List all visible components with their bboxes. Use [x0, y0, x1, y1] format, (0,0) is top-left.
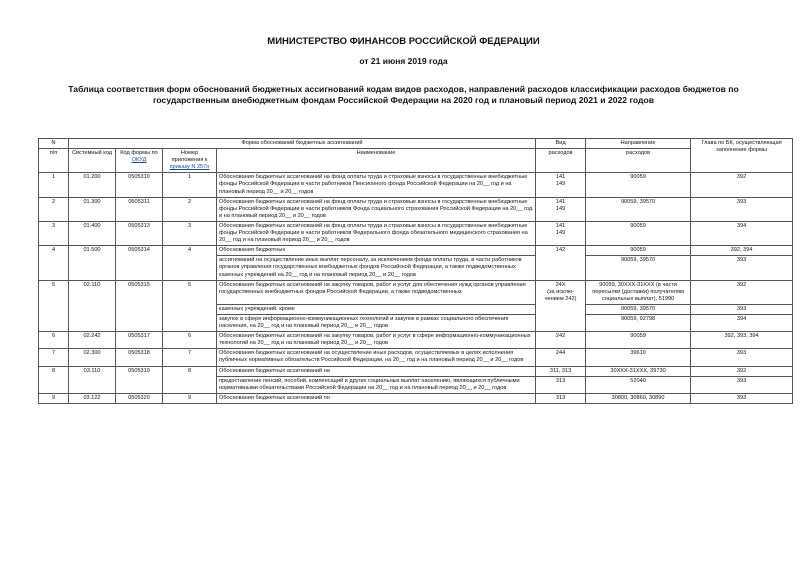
header-dir-sub: расходов — [586, 149, 691, 173]
okud-code-cell: 0505318 — [116, 349, 163, 366]
budget-chapter-cell: 394 — [691, 314, 793, 331]
appendix-number-cell: 1 — [163, 173, 217, 197]
row-number: 9 — [39, 393, 69, 403]
row-number: 3 — [39, 221, 69, 245]
system-code-cell: 01.200 — [69, 173, 116, 197]
budget-chapter-cell: 393 — [691, 256, 793, 280]
header-vid: Вид — [536, 139, 586, 149]
expense-type-cell: 244 — [536, 349, 586, 366]
appendix-number-cell: 6 — [163, 332, 217, 349]
system-code-cell: 01.500 — [69, 246, 116, 280]
ministry-heading: МИНИСТЕРСТВО ФИНАНСОВ РОССИЙСКОЙ ФЕДЕРАЦИИ — [267, 36, 540, 47]
table-row — [39, 246, 793, 256]
form-name-cell: ассигнований на осуществление иных выплат персоналу, за исключением фонда оплаты труда, в части работников органов управления государственных внебюджетных фондов Российской Федерации, а также подведомственных казенных учреждений на 20__ год и на плановый период 20__ и 20__ годов — [217, 256, 536, 280]
appendix-number-cell: 2 — [163, 197, 217, 221]
system-code-cell: 02.242 — [69, 332, 116, 349]
system-code-cell: 03.122 — [69, 393, 116, 403]
expense-type-cell: 141 149 — [536, 173, 586, 197]
okud-code-cell: 0505313 — [116, 221, 163, 245]
expense-type-cell: 242 — [536, 332, 586, 349]
form-name-cell: Обоснования бюджетных ассигнований по — [217, 393, 536, 403]
budget-chapter-cell: 392 — [691, 366, 793, 376]
appendix-number-cell: 3 — [163, 221, 217, 245]
table-row — [39, 280, 793, 304]
header-num-sub: п/п — [39, 149, 69, 173]
okud-code-cell: 0505315 — [116, 280, 163, 332]
appendix-number-cell: 8 — [163, 366, 217, 393]
header-app-num: Номер приложения к приказу N 257н — [163, 149, 217, 173]
system-code-cell: 01.400 — [69, 221, 116, 245]
okud-code-cell: 0505319 — [116, 366, 163, 393]
okud-code-cell: 0505320 — [116, 393, 163, 403]
header-dir: Направление — [586, 139, 691, 149]
budget-chapter-cell: 392, 393, 394 — [691, 332, 793, 349]
okud-code-cell: 0505314 — [116, 246, 163, 280]
expense-type-cell: 311, 313 — [536, 366, 586, 376]
appendix-number-cell: 9 — [163, 393, 217, 403]
row-number: 5 — [39, 280, 69, 332]
document-title: Таблица соответствия форм обоснований бюджетных ассигнований кодам видов расходов, направлений расходов классификации расходов бюджетов по государственным внебюджетным фондам Российской Федерации на 2020 год и плановый период 2021 и 2022 годов — [68, 84, 739, 105]
expense-direction-cell: 90059 — [586, 173, 691, 197]
budget-chapter-cell: 393 — [691, 393, 793, 403]
appendix-number-cell: 4 — [163, 246, 217, 280]
expense-type-cell: 142 — [536, 246, 586, 280]
table-row — [39, 349, 793, 366]
okud-code-cell: 0505311 — [116, 197, 163, 221]
form-name-cell: Обоснования бюджетных ассигнований на — [217, 366, 536, 376]
expense-direction-cell: 90059, 39570 — [586, 256, 691, 280]
form-name-cell: Обоснования бюджетных ассигнований на осуществление иных расходов, осуществляемых в целях исполнения публичных нормативных обязательств Российской Федерации, на 20__ год и на плановый период 20__ и 20__ годов — [217, 349, 536, 366]
header-system-code: Системный код — [69, 149, 116, 173]
system-code-cell: 01.300 — [69, 197, 116, 221]
system-code-cell: 02.300 — [69, 349, 116, 366]
budget-chapter-cell: 393 — [691, 197, 793, 221]
table-row — [39, 197, 793, 221]
budget-chapter-cell: 394 — [691, 221, 793, 245]
expense-direction-cell: 90059, 92798 — [586, 314, 691, 331]
expense-direction-cell: 52040 — [586, 376, 691, 393]
expense-direction-cell: 90059, 30ХХХ-31ХХХ (в части пересылки (доставки) получателям социальных выплат), 51990 — [586, 280, 691, 304]
expense-direction-cell: 90059, 39570 — [586, 197, 691, 221]
expense-type-cell: 313 — [536, 393, 586, 403]
okud-code-cell: 0505310 — [116, 173, 163, 197]
expense-direction-cell: 30800, 30860, 30890 — [586, 393, 691, 403]
form-name-cell: предоставление пенсий, пособий, компенсаций и других социальных выплат населению, являющихся публичными нормативными обязательствами Российской Федерации на 20__ год и на плановый период 20__ и 20__ годов — [217, 376, 536, 393]
okud-link[interactable]: ОКУД — [131, 157, 147, 164]
budget-chapter-cell: 393 — [691, 349, 793, 366]
form-name-cell: Обоснования бюджетных — [217, 246, 536, 256]
expense-type-cell: 141 149 — [536, 197, 586, 221]
table-row — [39, 366, 793, 376]
expense-direction-cell: 90059 — [586, 221, 691, 245]
form-name-cell: Обоснования бюджетных ассигнований на закупку товаров, работ и услуг в сфере информационно-коммуникационных технологий на 20__ год и на плановый период 20__ и 20__ годов — [217, 332, 536, 349]
row-number: 2 — [39, 197, 69, 221]
budget-chapter-cell: 392 — [691, 280, 793, 304]
form-name-cell: закупок в сфере информационно-коммуникационных технологий и закупок в рамках социального обеспечения населения, на 20__ год и на плановый период 20__ и 20__ годов — [217, 314, 536, 331]
document-date: от 21 июня 2019 года — [359, 56, 448, 66]
expense-direction-cell: 39610 — [586, 349, 691, 366]
header-vid-sub: расходов — [536, 149, 586, 173]
row-number: 4 — [39, 246, 69, 280]
table-row — [39, 173, 793, 197]
form-name-cell: Обоснования бюджетных ассигнований на фонд оплаты труда и страховые взносы в государственные внебюджетные фонды Российской Федерации в части работников Фонда социального страхования Российской Федерации на 20__ год и на плановый период 20__ и 20__ годов — [217, 197, 536, 221]
budget-chapter-cell: 392 — [691, 173, 793, 197]
row-number: 6 — [39, 332, 69, 349]
header-glava: Глава по БК, осуществляющая заполнение формы — [691, 139, 793, 173]
table-row — [39, 332, 793, 349]
order-257n-link[interactable]: приказу N 257н — [169, 164, 210, 171]
expense-type-cell: 24Х (за исклю- чением 242) — [536, 280, 586, 332]
table-row — [39, 221, 793, 245]
expense-direction-cell: 90059 — [586, 246, 691, 256]
expense-type-cell: 313 — [536, 376, 586, 393]
budget-chapter-cell: 393 — [691, 304, 793, 314]
expense-direction-cell: 90059 — [586, 332, 691, 349]
header-form-group: Форма обоснований бюджетных ассигнований — [69, 139, 536, 149]
expense-direction-cell: 90059, 39570 — [586, 304, 691, 314]
form-name-cell: казенных учреждений, кроме — [217, 304, 536, 314]
budget-chapter-cell: 392, 394 — [691, 246, 793, 256]
table-row — [39, 393, 793, 403]
appendix-number-cell: 5 — [163, 280, 217, 332]
header-form-code: Код формы по ОКУД — [116, 149, 163, 173]
budget-chapter-cell: 393 — [691, 376, 793, 393]
expense-type-cell: 141 149 — [536, 221, 586, 245]
correspondence-table — [38, 138, 793, 404]
header-num: N — [39, 139, 69, 149]
row-number: 7 — [39, 349, 69, 366]
okud-code-cell: 0505317 — [116, 332, 163, 349]
row-number: 1 — [39, 173, 69, 197]
form-name-cell: Обоснования бюджетных ассигнований на фонд оплаты труда и страховые взносы в государственные внебюджетные фонды Российской Федерации в части работников Пенсионного фонда Российской Федерации на 20__ год и на плановый период 20__ и 20__ годов — [217, 173, 536, 197]
row-number: 8 — [39, 366, 69, 393]
form-name-cell: Обоснования бюджетных ассигнований на фонд оплаты труда и страховые взносы в государственные внебюджетные фонды Российской Федерации в части работников Федерального фонда обязательного медицинского страхования на 20__ год и на плановый период 20__ и 20__ годов — [217, 221, 536, 245]
expense-direction-cell: 30ХХХ-31ХХХ, 39730 — [586, 366, 691, 376]
system-code-cell: 02.110 — [69, 280, 116, 332]
appendix-number-cell: 7 — [163, 349, 217, 366]
form-name-cell: Обоснования бюджетных ассигнований на закупку товаров, работ и услуг для обеспечения нужд органов управления государственных внебюджетных фондов Российской Федерации, а также подведомственных — [217, 280, 536, 304]
system-code-cell: 03.110 — [69, 366, 116, 393]
header-name: Наименование — [217, 149, 536, 173]
